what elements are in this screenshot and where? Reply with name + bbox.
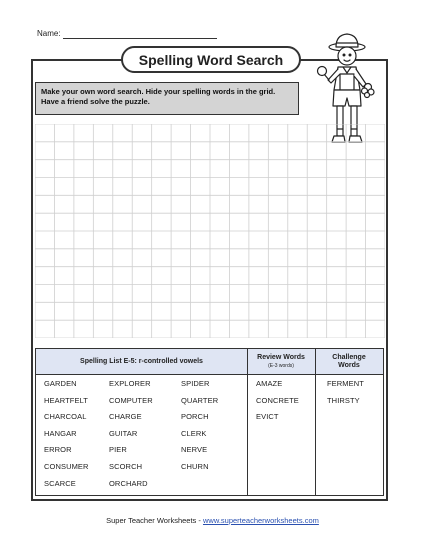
word-list-table <box>35 348 384 496</box>
spelling-word: SPIDER <box>181 379 210 388</box>
worksheet-title-text: Spelling Word Search <box>138 51 284 68</box>
spelling-word: SCARCE <box>44 479 76 488</box>
spelling-word: ORCHARD <box>109 479 148 488</box>
spelling-word: ERROR <box>44 445 72 454</box>
spelling-word: HEARTFELT <box>44 396 88 405</box>
spelling-word: NERVE <box>181 445 208 454</box>
challenge-words-header <box>315 349 383 374</box>
instructions-box: Make your own word search. Hide your spelling words in the grid. Have a friend solve the puzzle. <box>35 82 299 115</box>
review-word: AMAZE <box>256 379 283 388</box>
review-words-subheader: (E-3 words) <box>268 362 294 369</box>
spelling-word: QUARTER <box>181 396 219 405</box>
spelling-word: CONSUMER <box>44 462 89 471</box>
spelling-word: EXPLORER <box>109 379 151 388</box>
column-divider <box>247 349 248 495</box>
spelling-word: CHARGE <box>109 412 142 421</box>
footer-text: Super Teacher Worksheets - <box>106 516 203 525</box>
challenge-words-header-text: Challenge Words <box>332 353 366 369</box>
table-header-row <box>36 349 383 375</box>
spelling-word: PORCH <box>181 412 209 421</box>
spelling-word: CLERK <box>181 429 207 438</box>
spelling-word: GARDEN <box>44 379 77 388</box>
spelling-word: PIER <box>109 445 127 454</box>
footer <box>0 516 425 525</box>
name-line <box>63 38 217 39</box>
spelling-word: SCORCH <box>109 462 143 471</box>
review-word: EVICT <box>256 412 279 421</box>
spelling-list-header <box>36 349 247 374</box>
spelling-word: CHURN <box>181 462 209 471</box>
review-word: CONCRETE <box>256 396 299 405</box>
name-label: Name: <box>37 29 61 38</box>
challenge-word: THIRSTY <box>327 396 360 405</box>
footer-link[interactable]: www.superteacherworksheets.com <box>202 516 319 525</box>
spelling-word: GUITAR <box>109 429 138 438</box>
worksheet-title <box>121 46 301 73</box>
spelling-word: HANGAR <box>44 429 77 438</box>
challenge-word: FERMENT <box>327 379 364 388</box>
spelling-word: CHARCOAL <box>44 412 87 421</box>
word-search-grid <box>35 124 385 338</box>
spelling-word: COMPUTER <box>109 396 153 405</box>
review-words-header <box>247 349 315 374</box>
spelling-list-header-text: Spelling List E-5: r-controlled vowels <box>80 357 203 365</box>
column-divider <box>315 349 316 495</box>
review-words-header-text: Review Words <box>257 353 305 361</box>
